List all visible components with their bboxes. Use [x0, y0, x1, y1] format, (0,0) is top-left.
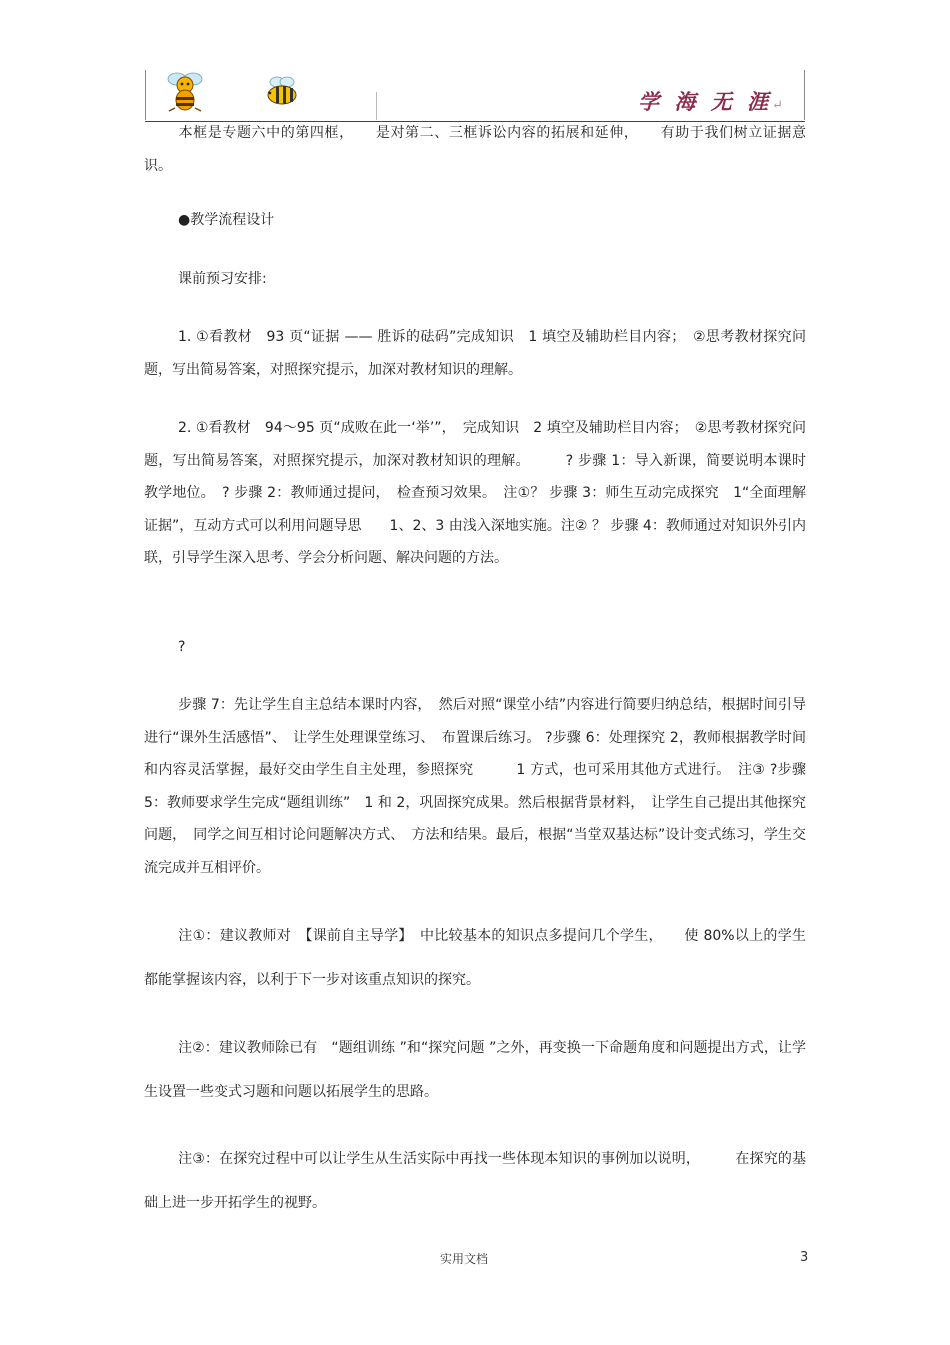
brand-motto: [638, 86, 783, 116]
intro-paragraph: 本框是专题六中的第四框， 是对第二、三框诉讼内容的拓展和延伸， 有助于我们树立证据意识。: [144, 125, 806, 174]
header-left-rule: [145, 70, 146, 120]
question-mark-line: ?: [178, 639, 186, 655]
bee-icon: [261, 76, 301, 106]
note-1: 注①：建议教师对 【课前自主导学】 中比较基本的知识点多提问几个学生， 使 80%以上的学生都能掌握该内容，以利于下一步对该重点知识的探究。: [144, 928, 806, 988]
preview-item-1: 1. ①看教材 93 页“证据 —— 胜诉的砝码”完成知识 1 填空及辅助栏目内容； ②思考教材探究问题，写出简易答案，对照探究提示，加深对教材知识的理解。: [144, 329, 806, 378]
note-2: 注②：建议教师除已有 “题组训练 ”和“探究问题 ”之外，再变换一下命题角度和问题提出方式，让学生设置一些变式习题和问题以拓展学生的思路。: [144, 1040, 806, 1100]
preview-item-2: 2. ①看教材 94～95 页“成败在此一‘举’”， 完成知识 2 填空及辅助栏目内容； ②思考教材探究问题，写出简易答案，对照探究提示，加深对教材知识的理解。 ? 步骤 1：导入新课，简要说明本课时教学地位。 ? 步骤 2：教师通过提问， 检查预习效果。 注①？ 步骤 3：师生互动完成探究 1“全面理解证据”，互动方式可以利用问题导思 1、2、3 由浅入深地实施。注② ？ 步骤 4：教师通过对知识外引内联，引导学生深入思考、学会分析问题、解决问题的方法。: [144, 420, 806, 566]
header-mid-rule: [376, 92, 377, 120]
page-number: 3: [800, 1250, 809, 1265]
section-heading: ●教学流程设计: [178, 212, 275, 228]
steps-paragraph: 步骤 7：先让学生自主总结本课时内容， 然后对照“课堂小结”内容进行简要归纳总结，根据时间引导进行“课外生活感悟”、 让学生处理课堂练习、 布置课后练习。 ?步骤 6：处理探究 2，教师根据教学时间和内容灵活掌握，最好交由学生自主处理，参照探究 1 方式，也可采用其他方式进行。 注③ ?步骤 5：教师要求学生完成“题组训练” 1 和 2，巩固探究成果。然后根据背景材料， 让学生自己提出其他探究问题， 同学之间互相讨论问题解决方式、 方法和结果。最后，根据“当堂双基达标”设计变式练习，学生交流完成并互相评价。: [144, 697, 806, 876]
footer-caption: 实用文档: [440, 1252, 489, 1266]
bee-mascot-icon: [163, 70, 207, 112]
note-3: 注③：在探究过程中可以让学生从生活实际中再找一些体现本知识的事例加以说明， 在探究的基础上进一步开拓学生的视野。: [144, 1151, 806, 1211]
brand-text: 学 海 无 涯: [638, 89, 773, 114]
page-header: [145, 70, 805, 122]
header-right-rule: [804, 70, 805, 120]
preview-heading: 课前预习安排:: [178, 271, 267, 287]
return-mark: ↵: [772, 98, 783, 113]
